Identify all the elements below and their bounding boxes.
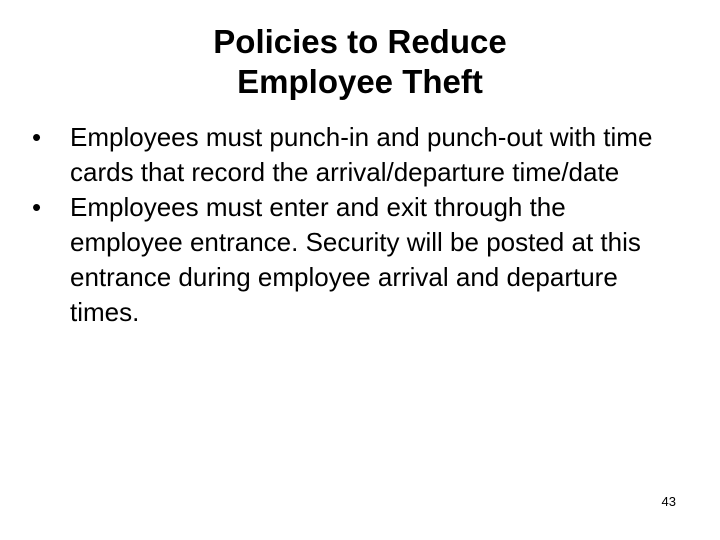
bullet-marker: •	[32, 122, 42, 152]
slide-title	[60, 22, 660, 102]
bullet-item	[32, 120, 672, 190]
slide-title-line-1: Policies to Reduce	[213, 23, 507, 60]
bullet-item	[32, 190, 672, 330]
bullet-marker: •	[32, 192, 42, 222]
page-number: 43	[661, 494, 676, 509]
slide-title-line-2: Employee Theft	[237, 63, 483, 100]
bullet-text: Employees must enter and exit through the employee entrance. Security will be posted at this entrance during employee arrival and departure times.	[70, 192, 641, 327]
bullet-text: Employees must punch-in and punch-out with time cards that record the arrival/departure time/date	[70, 122, 653, 187]
bullet-list	[32, 120, 672, 330]
